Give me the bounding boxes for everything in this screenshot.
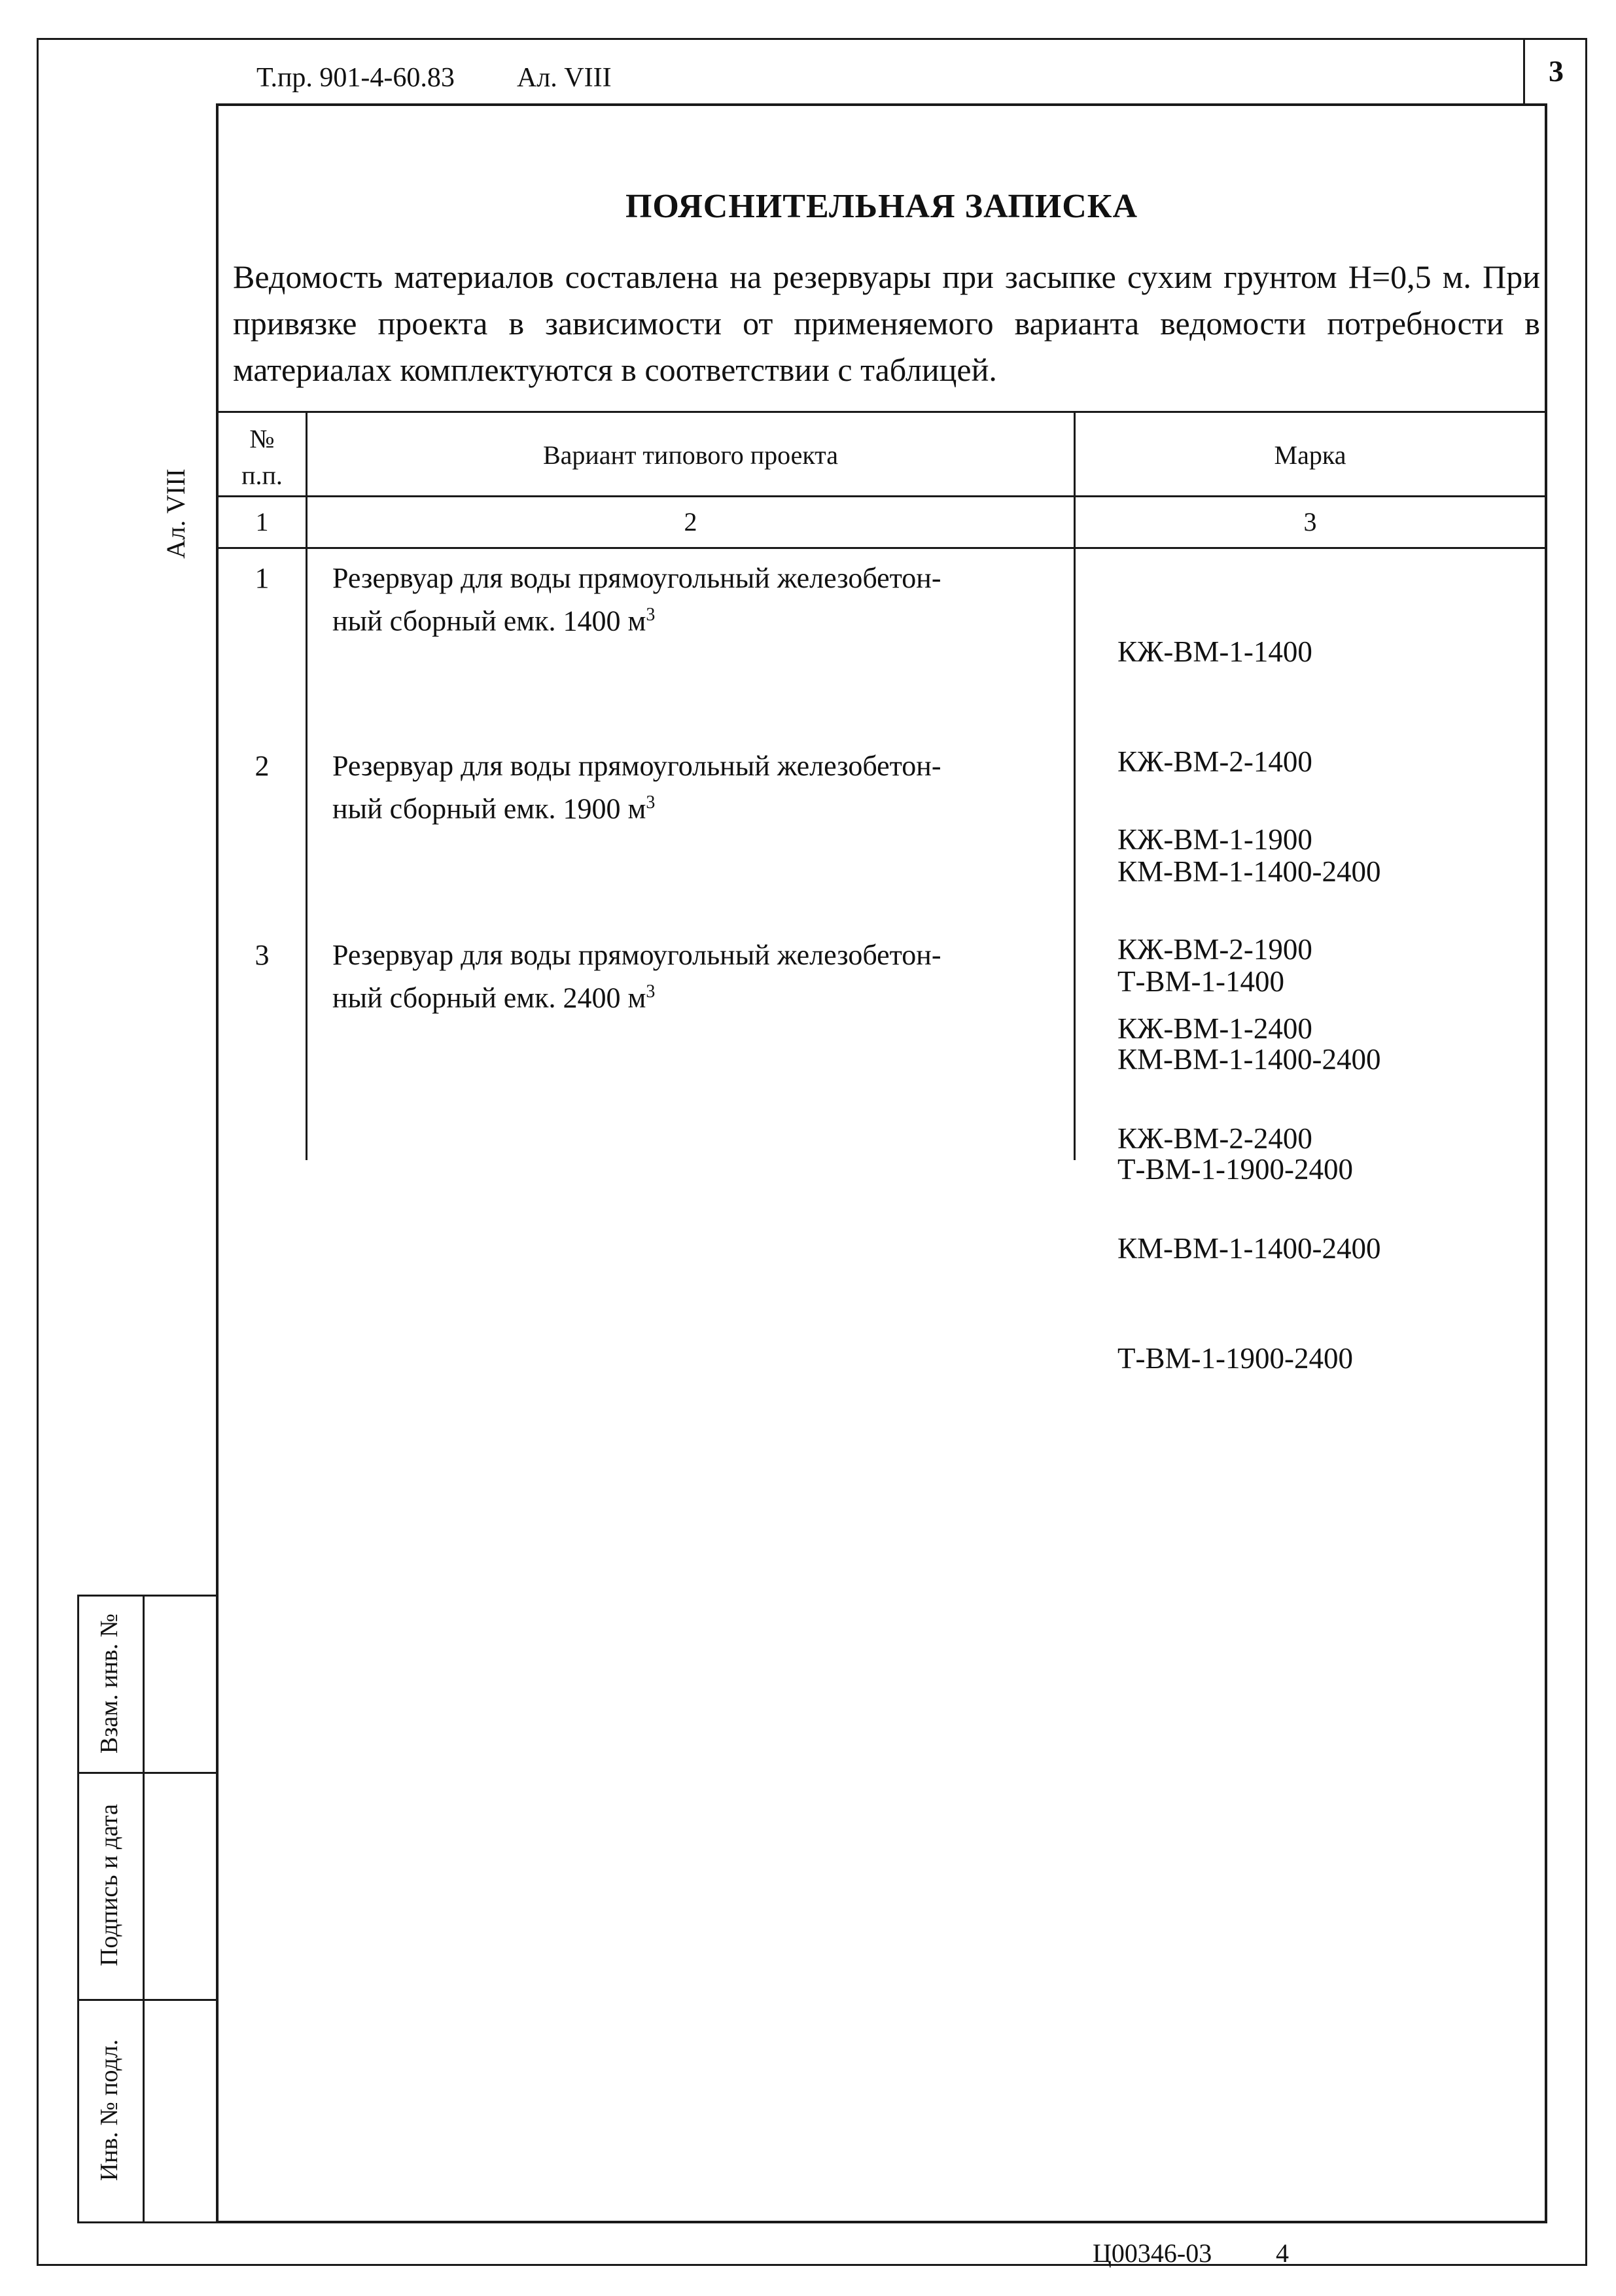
row-1-mark-4: Т-ВМ-1-1400: [1117, 965, 1284, 998]
row-3-mark-3: КМ-ВМ-1-1400-2400: [1117, 1232, 1381, 1265]
row-3-mark-2: КЖ-ВМ-2-2400: [1117, 1122, 1312, 1155]
row-2-variant-text: ный сборный емк. 1900 м: [332, 792, 646, 825]
intro-paragraph: Ведомость материалов составлена на резервуары при засыпке сухим грунтом Н=0,5 м. При привязке проекта в зависимости от применяемого варианта ведомости потребности в материалах комплектуются в соответствии с таблицей.: [233, 258, 1540, 388]
row-3-variant-text: ный сборный емк. 2400 м: [332, 981, 646, 1014]
row-2-mark-2: КЖ-ВМ-2-1900: [1117, 933, 1312, 966]
header-num: [219, 421, 306, 494]
footer-doc-code: Ц00346-03: [1093, 2238, 1212, 2268]
header-mark: Марка: [1274, 440, 1346, 470]
row-2-mark-3: КМ-ВМ-1-1400-2400: [1117, 1043, 1381, 1076]
colnum-1: 1: [255, 507, 269, 537]
stamp-bottom-border: [77, 2221, 216, 2223]
row-3-variant-line2: [332, 974, 1068, 1017]
row-2-num: 2: [255, 750, 270, 782]
project-code: Т.пр. 901-4-60.83: [256, 63, 455, 93]
row-2-variant-line2: [332, 785, 1068, 828]
side-sheet-label: Ал. VIII: [161, 468, 190, 559]
row-2-variant-line1: Резервуар для воды прямоугольный железобетон-: [332, 750, 941, 782]
row-2-mark-1: КЖ-ВМ-1-1900: [1117, 823, 1312, 856]
table-colnum-divider: [219, 547, 1545, 549]
header-num-symbol: №: [249, 424, 275, 453]
row-3-mark-4: Т-ВМ-1-1900-2400: [1117, 1342, 1353, 1375]
stamp-left-border: [77, 1595, 79, 2223]
row-3-marks: [1117, 937, 1381, 1450]
row-1-variant-line2: [332, 597, 1068, 640]
row-2-unit-sup: 3: [646, 792, 656, 813]
stamp-inv-original: Инв. № подл.: [96, 2039, 123, 2181]
row-1-variant-line1: Резервуар для воды прямоугольный железобетон-: [332, 562, 941, 594]
colnum-2: 2: [684, 507, 697, 537]
row-1-mark-1: КЖ-ВМ-1-1400: [1117, 635, 1312, 668]
row-1-mark-2: КЖ-ВМ-2-1400: [1117, 745, 1312, 778]
row-1-mark-3: КМ-ВМ-1-1400-2400: [1117, 855, 1381, 888]
row-1-num: 1: [255, 562, 270, 594]
row-3-unit-sup: 3: [646, 981, 656, 1002]
row-2-mark-4: Т-ВМ-1-1900-2400: [1117, 1153, 1353, 1186]
row-1-variant-text: ный сборный емк. 1400 м: [332, 605, 646, 637]
header-num-abbr: п.п.: [241, 461, 283, 490]
sheet-label: Ал. VIII: [517, 63, 612, 93]
row-3-variant: [332, 937, 1068, 1017]
stamp-mid-border: [143, 1595, 145, 2223]
row-3-num: 3: [255, 939, 270, 971]
table-header-divider: [219, 495, 1545, 497]
stamp-replace-inv: Взам. инв. №: [96, 1613, 123, 1754]
header-variant: Вариант типового проекта: [542, 440, 839, 470]
table-top-border: [219, 411, 1545, 413]
row-1-variant: [332, 560, 1068, 640]
row-1-unit-sup: 3: [646, 605, 656, 625]
row-3-mark-1: КЖ-ВМ-1-2400: [1117, 1012, 1312, 1045]
footer-sheet-num: 4: [1276, 2238, 1289, 2268]
row-2-variant: [332, 748, 1068, 828]
colnum-3: 3: [1303, 507, 1317, 537]
page-title: ПОЯСНИТЕЛЬНАЯ ЗАПИСКА: [625, 188, 1138, 225]
page-number: 3: [1523, 38, 1587, 103]
row-3-variant-line1: Резервуар для воды прямоугольный железобетон-: [332, 939, 941, 971]
stamp-signature-date: Подпись и дата: [96, 1803, 123, 1967]
